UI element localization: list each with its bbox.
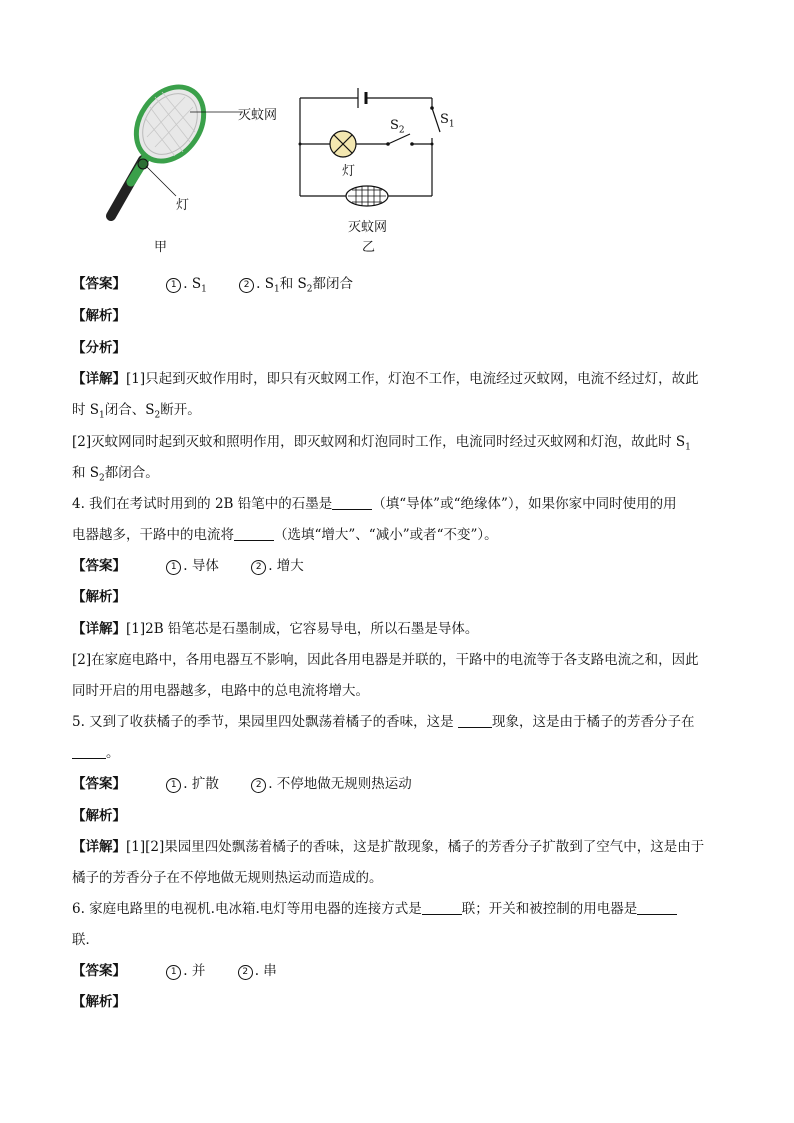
figure-jia <box>90 82 320 262</box>
q3-detail-1: 【详解】[1]只起到灭蚊作用时，即只有灭蚊网工作，灯泡不工作，电流经过灭蚊网，电流不经过灯，故此 <box>72 371 699 387</box>
jia-net-label: 灭蚊网 <box>238 108 278 123</box>
q6-jiexi: 【解析】 <box>72 994 126 1010</box>
q5-detail-2: 橘子的芳香分子在不停地做无规则热运动而造成的。 <box>72 870 383 886</box>
q4-detail-3: 同时开启的用电器越多，电路中的总电流将增大。 <box>72 683 369 699</box>
q3-detail-3: [2]灭蚊网同时起到灭蚊和照明作用，即灭蚊网和灯泡同时工作，电流同时经过灭蚊网和灯泡，故此时 $S_1$ <box>72 434 691 453</box>
jia-caption: 甲 <box>154 240 168 255</box>
jia-lamp-label: 灯 <box>176 198 190 213</box>
q4-question-2: 电器越多，干路中的电流将 （选填“增大”、“减小”或者“不变”）。 <box>72 527 498 543</box>
q3-answer: 【答案】 1 . $S_1$ 2 . $S_1$和 $S_2$都闭合 <box>72 276 354 295</box>
q3-detail-4: 和 $S_2$都闭合。 <box>72 465 159 484</box>
yi-net-label: 灭蚊网 <box>348 220 388 235</box>
yi-caption: 乙 <box>362 240 376 255</box>
q4-jiexi: 【解析】 <box>72 589 126 605</box>
q5-answer: 【答案】 1 . 扩散 2 . 不停地做无规则热运动 <box>72 776 412 792</box>
q3-detail-2: 时 $S_1$闭合、$S_2$断开。 <box>72 402 201 421</box>
circuit-diagram <box>290 82 470 212</box>
q4-detail-1: 【详解】[1]2B 铅笔芯是石墨制成，它容易导电，所以石墨是导体。 <box>72 621 479 637</box>
q4-question-1: 4. 我们在考试时用到的 2B 铅笔中的石墨是 （填“导体”或“绝缘体”），如果你家中同时使用的用 <box>72 496 677 512</box>
q4-answer: 【答案】 1 . 导体 2 . 增大 <box>72 558 304 574</box>
yi-s2-label: $S_2$ <box>390 118 405 136</box>
q5-question-1: 5. 又到了收获橘子的季节，果园里四处飘荡着橘子的香味，这是 现象，这是由于橘子的芳香分子在 <box>72 714 695 730</box>
q3-jiexi: 【解析】 <box>72 308 126 324</box>
q6-answer: 【答案】 1 . 并 2 . 串 <box>72 963 277 979</box>
yi-s1-label: $S_1$ <box>440 112 455 130</box>
q5-question-2: 。 <box>72 743 120 763</box>
figure-yi <box>290 82 470 262</box>
yi-lamp-label: 灯 <box>342 164 356 179</box>
q5-detail-1: 【详解】[1][2]果园里四处飘荡着橘子的香味，这是扩散现象，橘子的芳香分子扩散到了空气中，这是由于 <box>72 839 705 855</box>
q6-question-2: 联． <box>72 932 99 948</box>
q5-jiexi: 【解析】 <box>72 808 126 824</box>
q3-fenxi: 【分析】 <box>72 340 126 356</box>
q4-detail-2: [2]在家庭电路中，各用电器互不影响，因此各用电器是并联的，干路中的电流等于各支路电流之和，因此 <box>72 652 699 668</box>
q6-question-1: 6. 家庭电路里的电视机.电冰箱.电灯等用电器的连接方式是 联；开关和被控制的用电器是 <box>72 899 677 919</box>
